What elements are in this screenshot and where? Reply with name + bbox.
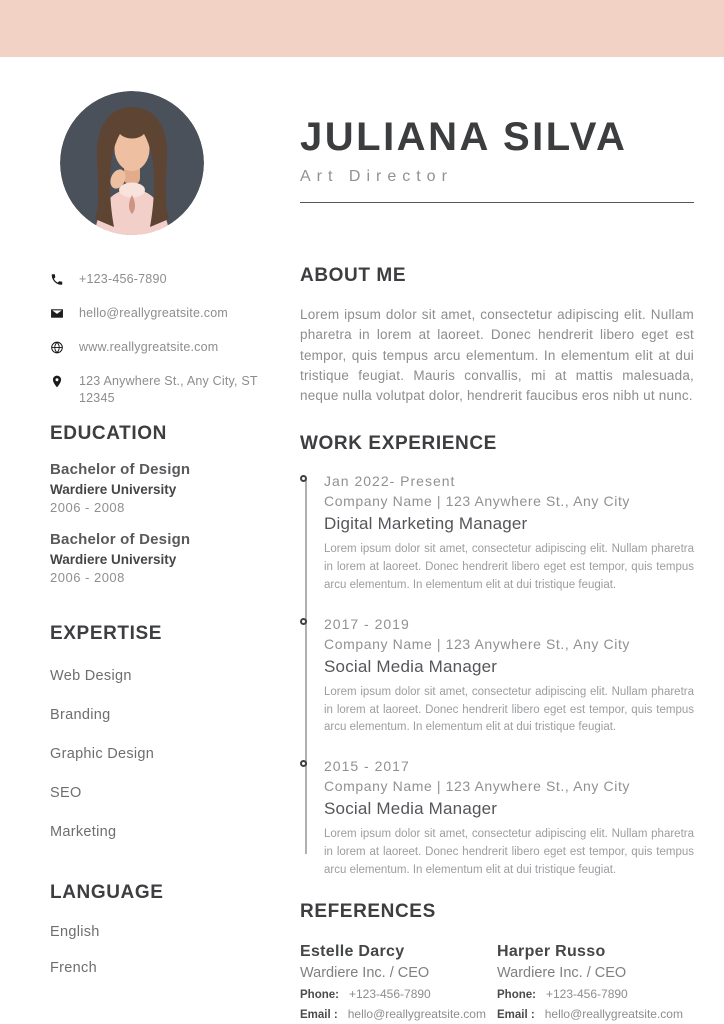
skill-item: Web Design <box>50 668 132 685</box>
main-content <box>282 57 694 1021</box>
references-heading: REFERENCES <box>300 900 436 922</box>
reference-email-label: Email : <box>300 1008 338 1021</box>
experience-period: Jan 2022- Present <box>324 473 456 490</box>
expertise-heading: EXPERTISE <box>50 623 163 645</box>
experience-role: Social Media Manager <box>324 799 498 819</box>
experience-role: Digital Marketing Manager <box>324 514 528 534</box>
skill-item: SEO <box>50 785 82 802</box>
reference-email-value: hello@reallygreatsite.com <box>347 1006 486 1021</box>
contact-address <box>50 373 282 407</box>
reference-name: Estelle Darcy <box>300 942 405 960</box>
contact-phone <box>50 271 282 288</box>
resume-page <box>0 57 724 1021</box>
contact-address-text: 123 Anywhere St., Any City, ST 12345 <box>79 373 258 405</box>
reference-email-value: hello@reallygreatsite.com <box>544 1006 683 1021</box>
references-list <box>300 943 694 1021</box>
phone-icon <box>50 272 64 287</box>
contact-website <box>50 339 282 356</box>
experience-description: Lorem ipsum dolor sit amet, consectetur adipiscing elit. Nullam pharetra in lorem at laoreet. Donec hendrerit libero eget est tempor, quis tempus arcu elementum. In elementum elit at dui tristique feugiat. <box>324 543 694 591</box>
experience-company: Company Name | 123 Anywhere St., Any City <box>324 493 631 510</box>
reference-org: Wardiere Inc. / CEO <box>300 964 430 981</box>
contact-list <box>50 271 282 406</box>
contact-website-text: www.reallygreatsite.com <box>79 339 219 354</box>
experience-description: Lorem ipsum dolor sit amet, consectetur adipiscing elit. Nullam pharetra in lorem at laoreet. Donec hendrerit libero eget est tempor, quis tempus arcu elementum. In elementum elit at dui tristique feugiat. <box>324 828 694 876</box>
reference-card <box>300 943 497 1021</box>
profile-photo-illustration <box>60 91 204 235</box>
experience-entry <box>324 616 694 737</box>
reference-phone-label: Phone: <box>300 988 339 1001</box>
education-item <box>50 461 282 515</box>
reference-phone-value: +123-456-7890 <box>545 986 628 1001</box>
experience-description: Lorem ipsum dolor sit amet, consectetur adipiscing elit. Nullam pharetra in lorem at laoreet. Donec hendrerit libero eget est tempor, quis tempus arcu elementum. In elementum elit at dui tristique feugiat. <box>324 685 694 734</box>
timeline-dot-icon <box>300 760 307 767</box>
experience-timeline <box>300 473 694 879</box>
sidebar <box>50 57 282 1021</box>
education-degree: Bachelor of Design <box>50 531 191 549</box>
about-heading: ABOUT ME <box>300 265 407 286</box>
experience-company: Company Name | 123 Anywhere St., Any City <box>324 635 631 652</box>
reference-name: Harper Russo <box>497 942 606 960</box>
work-experience-heading: WORK EXPERIENCE <box>300 433 497 455</box>
reference-org: Wardiere Inc. / CEO <box>497 964 627 981</box>
language-item: French <box>50 960 97 977</box>
education-school: Wardiere University <box>50 552 177 568</box>
timeline-dot-icon <box>300 618 307 625</box>
email-icon <box>50 306 64 321</box>
reference-phone-label: Phone: <box>497 988 536 1001</box>
experience-role: Social Media Manager <box>324 656 498 676</box>
reference-email-row <box>497 1007 694 1021</box>
contact-email <box>50 305 282 322</box>
timeline-dot-icon <box>300 475 307 482</box>
experience-period: 2015 - 2017 <box>324 758 410 775</box>
education-heading: EDUCATION <box>50 423 167 445</box>
top-accent-bar <box>0 0 724 57</box>
reference-email-label: Email : <box>497 1008 535 1021</box>
about-text: Lorem ipsum dolor sit amet, consectetur adipiscing elit. Nullam pharetra in lorem at laoreet. Donec hendrerit libero eget est tempor, quis tempus arcu elementum. In elementum elit at dui tristique feugiat. Mauris convallis, mi at mattis malesuada, neque nulla volutpat dolor, hendrerit faucibus eros nibh ut nunc. <box>300 307 694 403</box>
skill-item: Branding <box>50 707 111 724</box>
reference-email-row <box>300 1007 497 1021</box>
skill-item: Marketing <box>50 824 117 841</box>
reference-phone-row <box>300 987 497 1001</box>
education-years: 2006 - 2008 <box>50 570 125 586</box>
experience-period: 2017 - 2019 <box>324 615 410 632</box>
skill-item: Graphic Design <box>50 746 155 763</box>
person-name: JULIANA SILVA <box>300 115 628 159</box>
experience-company: Company Name | 123 Anywhere St., Any City <box>324 778 631 795</box>
education-item <box>50 531 282 585</box>
reference-card <box>497 943 694 1021</box>
profile-photo <box>60 91 204 235</box>
location-icon <box>50 374 64 389</box>
website-icon <box>50 340 64 355</box>
contact-phone-text: +123-456-7890 <box>79 272 167 286</box>
language-heading: LANGUAGE <box>50 882 164 904</box>
person-job-title: Art Director <box>300 168 453 185</box>
education-school: Wardiere University <box>50 482 177 498</box>
education-degree: Bachelor of Design <box>50 461 191 479</box>
contact-email-text: hello@reallygreatsite.com <box>79 305 229 320</box>
education-years: 2006 - 2008 <box>50 500 125 516</box>
language-item: English <box>50 924 100 941</box>
reference-phone-row <box>497 987 694 1001</box>
reference-phone-value: +123-456-7890 <box>348 986 431 1001</box>
experience-entry <box>324 473 694 594</box>
experience-entry <box>324 758 694 879</box>
header-divider <box>300 202 694 203</box>
